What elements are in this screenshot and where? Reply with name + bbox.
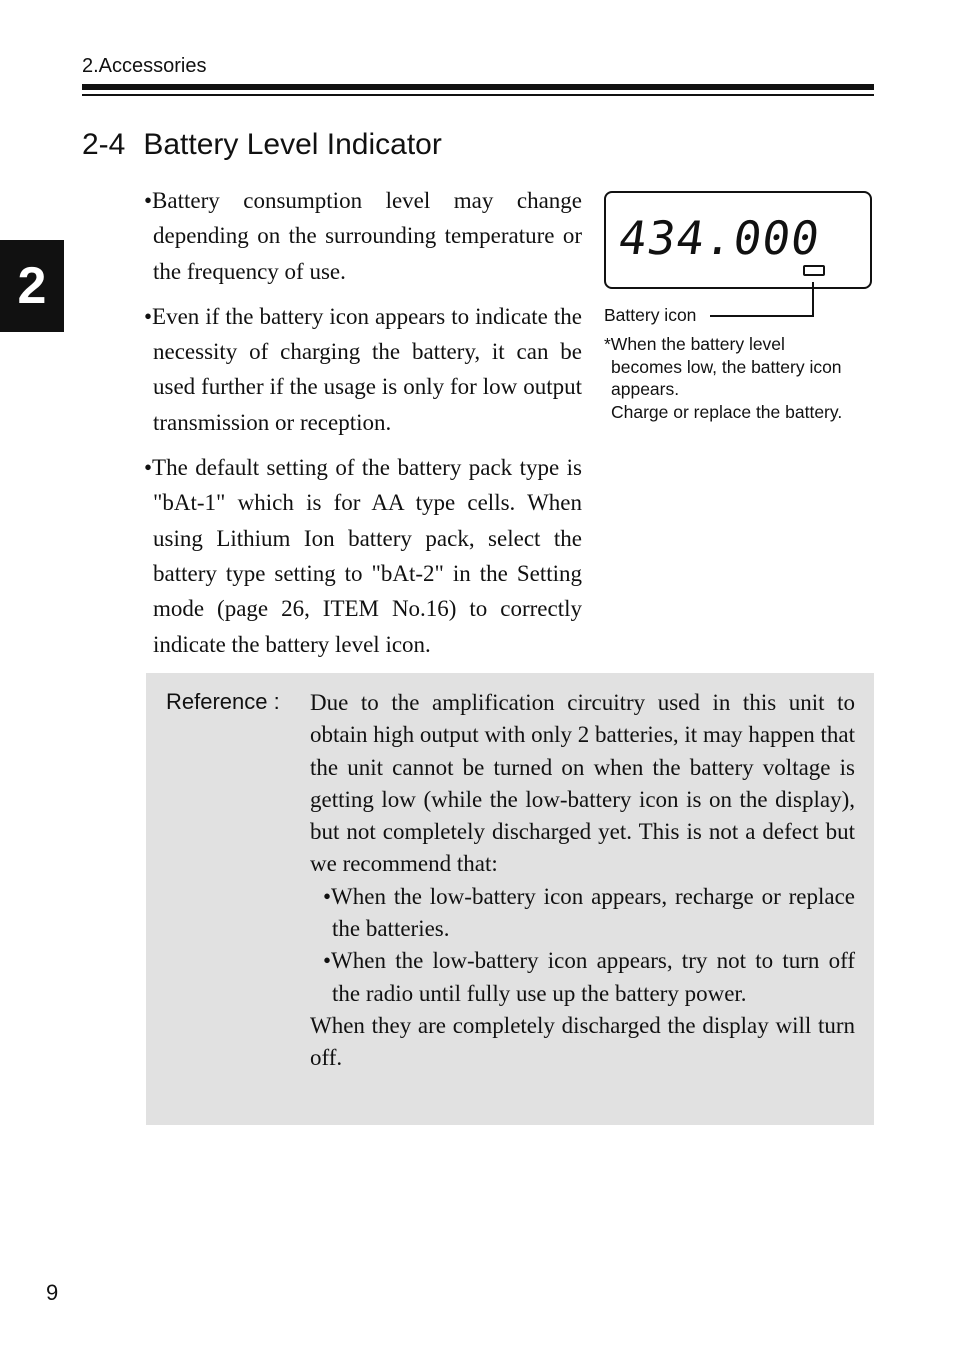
note-line: *When the battery level	[604, 334, 785, 354]
note-line: becomes low, the battery icon appears.	[611, 356, 842, 400]
bullet-item: •The default setting of the battery pack type is "bAt-1" which is for AA type cells. When using Lithium Ion battery pack, select the battery type setting to "bAt-2" in the Setting mode (page 26, ITEM No.16) to correctly indicate the battery level icon.	[144, 455, 582, 657]
reference-item: •When the low-battery icon appears, recharge or replace the batteries.	[323, 883, 855, 942]
page-number: 9	[46, 1280, 59, 1305]
callout-line	[710, 315, 814, 317]
reference-box	[146, 673, 874, 1125]
figure-note	[604, 333, 884, 423]
section-heading	[82, 128, 442, 162]
running-header: 2.Accessories	[82, 55, 207, 77]
reference-body	[310, 687, 855, 1075]
section-number: 2-4	[82, 128, 126, 161]
note-instruction: Charge or replace the battery.	[611, 401, 843, 422]
header-rule-thin	[82, 94, 874, 96]
reference-intro: Due to the amplification circuitry used in this unit to obtain high output with only 2 batteries, it may happen that the unit cannot be turned on when the battery voltage is getting low (while the low-battery icon is on the display), but not completely discharged yet. This is not a defect but we recommend that:	[310, 690, 855, 877]
chapter-tab: 2	[0, 240, 64, 332]
bullet-item: •Battery consumption level may change depending on the surrounding temperature or the frequency of use.	[144, 188, 582, 284]
battery-icon-label: Battery icon	[604, 305, 697, 325]
header-rule	[82, 84, 874, 90]
battery-icon	[803, 265, 825, 276]
bullet-item: •Even if the battery icon appears to indicate the necessity of charging the battery, it can be used further if the usage is only for low output transmission or reception.	[144, 303, 582, 435]
lcd-display	[604, 191, 872, 289]
reference-label: Reference :	[166, 689, 280, 714]
section-title: Battery Level Indicator	[143, 128, 442, 161]
bullet-list	[144, 183, 582, 672]
lcd-frequency: 434.000	[615, 211, 824, 265]
reference-item: •When the low-battery icon appears, try not to turn off the radio until fully use up the battery power.	[323, 948, 855, 1006]
callout-line	[812, 282, 814, 316]
reference-closing: When they are completely discharged the display will turn off.	[310, 1012, 855, 1071]
